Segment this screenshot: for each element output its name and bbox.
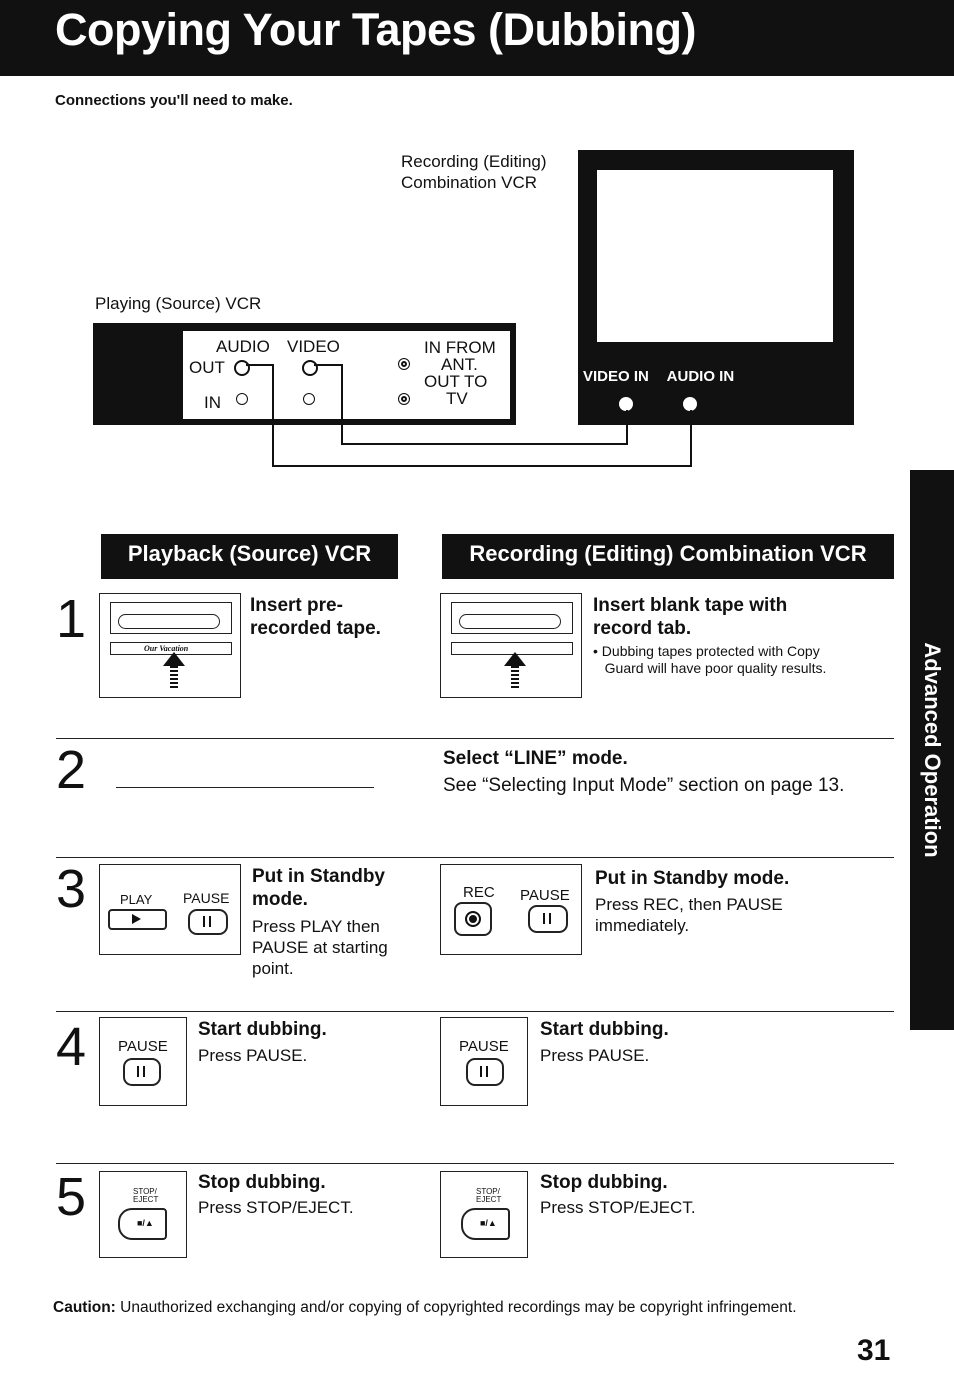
step4-right-body: Press PAUSE.	[540, 1046, 650, 1065]
step1-left-heading: Insert pre- recorded tape.	[250, 595, 381, 639]
audio-in-jack-icon	[683, 397, 697, 411]
cassette-icon	[459, 614, 561, 629]
audio-out-jack-icon	[234, 360, 250, 376]
video-in-jack-icon	[619, 397, 633, 411]
video-label: VIDEO	[287, 337, 340, 356]
insert-arrow-shaft	[511, 666, 519, 688]
ant-label: ANT.	[441, 355, 478, 374]
out-to-label: OUT TO	[424, 372, 488, 391]
step3-left-body: Press PLAY then PAUSE at starting point.	[252, 917, 388, 978]
step-number: 4	[56, 1017, 87, 1077]
stop-eject-icon: ■/▲	[480, 1218, 497, 1228]
step3-left-heading: Put in Standby mode.	[252, 866, 385, 910]
side-tab	[910, 470, 954, 1030]
antenna-labels	[424, 339, 496, 407]
step5-left-heading: Stop dubbing.	[198, 1172, 326, 1193]
audio-cable-rise	[690, 410, 692, 467]
tv-label: TV	[446, 389, 468, 408]
connections-heading: Connections you'll need to make.	[55, 92, 293, 109]
video-in-jack-icon-source	[303, 393, 315, 405]
vcr-insert-illustration-right	[440, 593, 582, 698]
pause-illustration-left	[99, 1017, 187, 1106]
video-in-label: VIDEO IN	[583, 368, 649, 385]
step1-right-heading: Insert blank tape with record tab.	[593, 595, 788, 639]
rec-label: REC	[463, 884, 495, 901]
rec-icon	[465, 911, 481, 927]
stop-eject-button[interactable]	[461, 1208, 510, 1240]
step3-right-heading: Put in Standby mode.	[595, 868, 790, 889]
step-number: 3	[56, 859, 87, 919]
step4-right-heading: Start dubbing.	[540, 1019, 669, 1040]
in-from-label: IN FROM	[424, 338, 496, 357]
audio-cable-bottom	[272, 465, 692, 467]
side-tab-label: Advanced Operation	[920, 642, 945, 858]
pause-illustration-right	[440, 1017, 528, 1106]
step3-right-body: Press REC, then PAUSE immediately.	[595, 895, 783, 935]
step4-left-body: Press PAUSE.	[198, 1046, 308, 1065]
step2-left-blank-line	[116, 787, 374, 788]
step2-right-heading: Select “LINE” mode.	[443, 748, 628, 769]
video-cable-rise	[626, 410, 628, 445]
pause-label: PAUSE	[520, 887, 570, 904]
stop-eject-label: STOP/ EJECT	[476, 1187, 502, 1204]
pause-label: PAUSE	[459, 1038, 509, 1055]
stop-eject-illustration-left	[99, 1171, 187, 1258]
rec-button[interactable]	[454, 902, 492, 936]
step5-right-body: Press STOP/EJECT.	[540, 1198, 696, 1217]
tv-jack-labels	[583, 368, 734, 385]
cassette-icon	[118, 614, 220, 629]
pause-icon	[543, 913, 545, 924]
pause-label: PAUSE	[183, 890, 230, 906]
step5-right-heading: Stop dubbing.	[540, 1172, 668, 1193]
step-divider	[56, 738, 894, 739]
step-divider	[56, 1011, 894, 1012]
page-number: 31	[857, 1334, 891, 1367]
recording-label-line2: Combination VCR	[401, 173, 538, 192]
step4-left-heading: Start dubbing.	[198, 1019, 327, 1040]
stop-eject-label: STOP/ EJECT	[133, 1187, 159, 1204]
video-cable-stub	[314, 364, 343, 366]
pause-icon	[480, 1066, 482, 1077]
caution-note	[53, 1299, 797, 1317]
play-icon	[132, 914, 141, 924]
caution-label: Caution:	[53, 1299, 116, 1316]
pause-button[interactable]	[466, 1058, 504, 1086]
audio-label: AUDIO	[216, 337, 270, 356]
vcr-insert-illustration-left	[99, 593, 241, 698]
recording-label-line1: Recording (Editing)	[401, 152, 547, 171]
pause-button[interactable]	[528, 905, 568, 933]
caution-text: Unauthorized exchanging and/or copying of copyrighted recordings may be copyright infringement.	[115, 1299, 797, 1316]
insert-arrow-icon	[504, 652, 526, 666]
audio-cable-stub	[246, 364, 274, 366]
play-button[interactable]	[108, 909, 167, 930]
step-divider	[56, 1163, 894, 1164]
column-header-recording: Recording (Editing) Combination VCR	[442, 534, 894, 579]
page-title: Copying Your Tapes (Dubbing)	[55, 4, 696, 55]
stop-eject-illustration-right	[440, 1171, 528, 1258]
step-number: 2	[56, 740, 87, 800]
video-cable-vertical	[341, 364, 343, 445]
recording-vcr-label	[401, 151, 547, 193]
step-divider	[56, 857, 894, 858]
playing-vcr-label: Playing (Source) VCR	[95, 294, 262, 313]
cassette-label-text: Our Vacation	[144, 644, 189, 653]
audio-cable-vertical	[272, 364, 274, 467]
column-header-playback: Playback (Source) VCR	[101, 534, 398, 579]
step-number: 1	[56, 589, 87, 649]
insert-arrow-shaft	[170, 666, 178, 688]
out-label: OUT	[189, 358, 225, 377]
tv-screen	[597, 170, 833, 342]
tv-out-jack-icon	[398, 393, 410, 405]
rec-pause-illustration	[440, 864, 582, 955]
pause-button[interactable]	[123, 1058, 161, 1086]
insert-arrow-icon	[163, 652, 185, 666]
pause-icon	[203, 916, 205, 927]
ant-in-jack-icon	[398, 358, 410, 370]
audio-in-jack-icon-source	[236, 393, 248, 405]
step2-right-body: See “Selecting Input Mode” section on page 13.	[443, 775, 845, 796]
video-cable-bottom	[341, 443, 628, 445]
pause-label: PAUSE	[118, 1038, 168, 1055]
step5-left-body: Press STOP/EJECT.	[198, 1198, 354, 1217]
stop-eject-button[interactable]	[118, 1208, 167, 1240]
stop-eject-icon: ■/▲	[137, 1218, 154, 1228]
audio-in-label: AUDIO IN	[666, 368, 735, 385]
step-number: 5	[56, 1167, 87, 1227]
step1-right-note: • Dubbing tapes protected with Copy Guard will have poor quality results.	[593, 643, 827, 676]
pause-icon	[137, 1066, 139, 1077]
pause-button[interactable]	[188, 909, 228, 935]
video-out-jack-icon	[302, 360, 318, 376]
play-label: PLAY	[120, 892, 153, 907]
play-pause-illustration	[99, 864, 241, 955]
in-label: IN	[204, 393, 221, 412]
